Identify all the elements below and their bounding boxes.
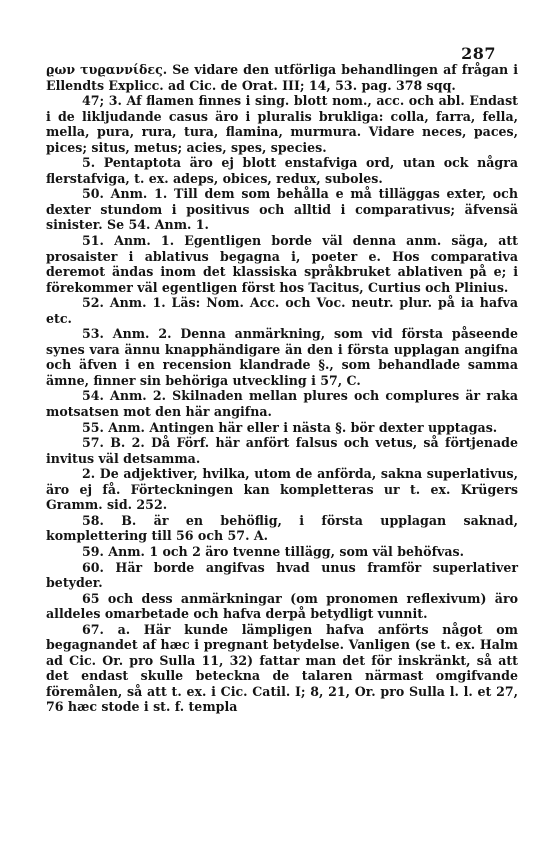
- page-number: 287: [461, 44, 496, 63]
- paragraph-51: 51. Anm. 1. Egentligen borde väl denna anm. säga, att prosaister i ablativus begagna i, poeter e. Hos comparativa deremot ändas inom det klassiska språkbruket ablativen på e; i förekommer väl egentligen först hos Tacitus, Curtius och Plinius.: [46, 233, 518, 295]
- paragraph-57: 57. B. 2. Då Förf. här anfört falsus och vetus, så förtjenade invitus väl detsamma.: [46, 435, 518, 466]
- paragraph-55: 55. Anm. Antingen här eller i nästa §. bör dexter upptagas.: [82, 419, 498, 435]
- paragraph-53: 53. Anm. 2. Denna anmärkning, som vid första påseende synes vara ännu knapphändigare än den i första upplagan angifna och äfven i en recension klandrade §., som behandlade samma ämne, finner sin behöriga utveckling i 57, C.: [46, 326, 518, 388]
- paragraph-47: 47; 3. Af flamen finnes i sing. blott nom., acc. och abl. Endast i de likljudande casus äro i pluralis brukliga: colla, farra, fella, mella, pura, rura, tura, flamina, murmura. Vidare neces, paces, pices; situs, metus; acies, spes, species.: [46, 93, 518, 155]
- paragraph-50: 50. Anm. 1. Till dem som behålla e må tilläggas exter, och dexter stundom i positivus och alltid i comparativus; äfvensä sinister. Se 54. Anm. 1.: [46, 186, 518, 233]
- paragraph-65: 65 och dess anmärkningar (om pronomen reflexivum) äro alldeles omarbetade och hafva derpå betydligt vunnit.: [46, 590, 518, 622]
- paragraph-54: 54. Anm. 2. Skilnaden mellan plures och complures är raka motsatsen mot den här angifna.: [46, 388, 518, 420]
- paragraph-pentaptota: 5. Pentaptota äro ej blott enstafviga ord, utan ock några flerstafviga, t. ex. adeps, obices, redux, suboles.: [46, 155, 518, 186]
- paragraph-67: 67. a. Här kunde lämpligen hafva anförts något om begagnandet af hæc i pregnant betydelse. Vanligen (se t. ex. Halm ad Cic. Or. pro Sulla 11, 32) fattar man det för inskränkt, så att det endast skulle beteckna de talaren närmast omgifvande föremålen, så att t. ex. i Cic. Catil. I; 8, 21, Or. pro Sulla l. l. et 27, 76 hæc stode i st. f. templa: [46, 621, 518, 715]
- body-text: [46, 62, 518, 715]
- paragraph-60: 60. Här borde angifvas hvad unus framför superlativer betyder.: [46, 559, 518, 591]
- paragraph-58: 58. B. är en behöflig, i första upplagan saknad, komplettering till 56 och 57. A.: [46, 512, 518, 544]
- paragraph-52: 52. Anm. 1. Läs: Nom. Acc. och Voc. neutr. plur. på ia hafva etc.: [46, 295, 518, 326]
- paragraph-59: 59. Anm. 1 och 2 äro tvenne tillägg, som väl behöfvas.: [82, 543, 464, 559]
- paragraph-57-2: 2. De adjektiver, hvilka, utom de anförda, sakna superlativus, äro ej få. Förteckningen kan kompletteras ur t. ex. Krügers Gramm. sid. 252.: [46, 466, 518, 513]
- paragraph-continuation: ϱων τυϱαννίδες. Se vidare den utförliga behandlingen af frågan i Ellendts Explicc. ad Cic. de Orat. III; 14, 53. pag. 378 sqq.: [46, 62, 518, 93]
